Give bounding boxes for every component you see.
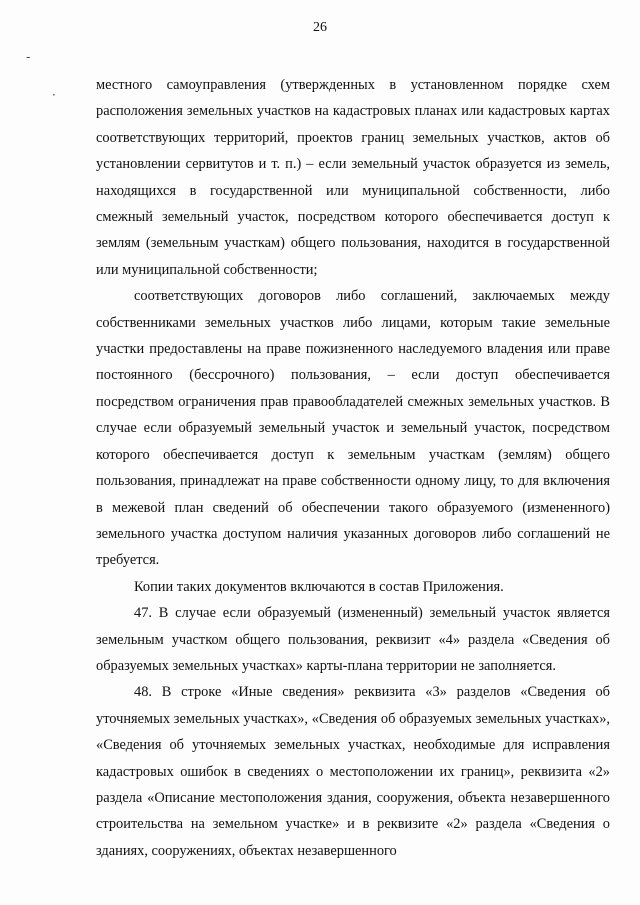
document-body xyxy=(96,72,610,864)
page-number: 26 xyxy=(313,20,327,35)
paragraph-agreements: соответствующих договоров либо соглашений, заключаемых между собственниками земельных участков либо лицами, которым такие земельные участки предоставлены на праве пожизненного наследуемого владения или праве постоянного (бессрочного) пользования, – если доступ обеспечивается посредством ограничения прав правообладателей смежных земельных участков. В случае если образуемый земельный участок и земельный участок, посредством которого обеспечивается доступ к земельным участкам (землям) общего пользования, принадлежат на праве собственности одному лицу, то для включения в межевой план сведений об обеспечении такого образуемого (измененного) земельного участка доступом наличия указанных договоров либо соглашений не требуется. xyxy=(96,288,610,569)
paragraph-continued: местного самоуправления (утвержденных в установленном порядке схем расположения земельных участков на кадастровых планах или кадастровых картах соответствующих территорий, проектов границ земельных участков, актов об установлении сервитутов и т. п.) – если земельный участок образуется из земель, находящихся в государственной или муниципальной собственности, либо смежный земельный участок, посредством которого обеспечивается доступ к землям (земельным участкам) общего пользования, находится в государственной или муниципальной собственности; xyxy=(96,77,610,278)
paragraph-47: 47. В случае если образуемый (измененный) земельный участок является земельным участком общего пользования, реквизит «4» раздела «Сведения об образуемых земельных участках» карты-плана территории не заполняется. xyxy=(96,605,610,674)
scan-mark: · xyxy=(52,88,56,102)
paragraph-48: 48. В строке «Иные сведения» реквизита «3» разделов «Сведения об уточняемых земельных участках», «Сведения об образуемых земельных участках», «Сведения об уточняемых земельных участках, необходимые для исправления кадастровых ошибок в сведениях о местоположении их границ», реквизита «2» раздела «Описание местоположения здания, сооружения, объекта незавершенного строительства на земельном участке» и в реквизите «2» раздела «Сведения о зданиях, сооружениях, объектах незавершенного xyxy=(96,684,610,859)
scan-mark: - xyxy=(26,50,31,64)
paragraph-copies: Копии таких документов включаются в состав Приложения. xyxy=(134,578,504,595)
